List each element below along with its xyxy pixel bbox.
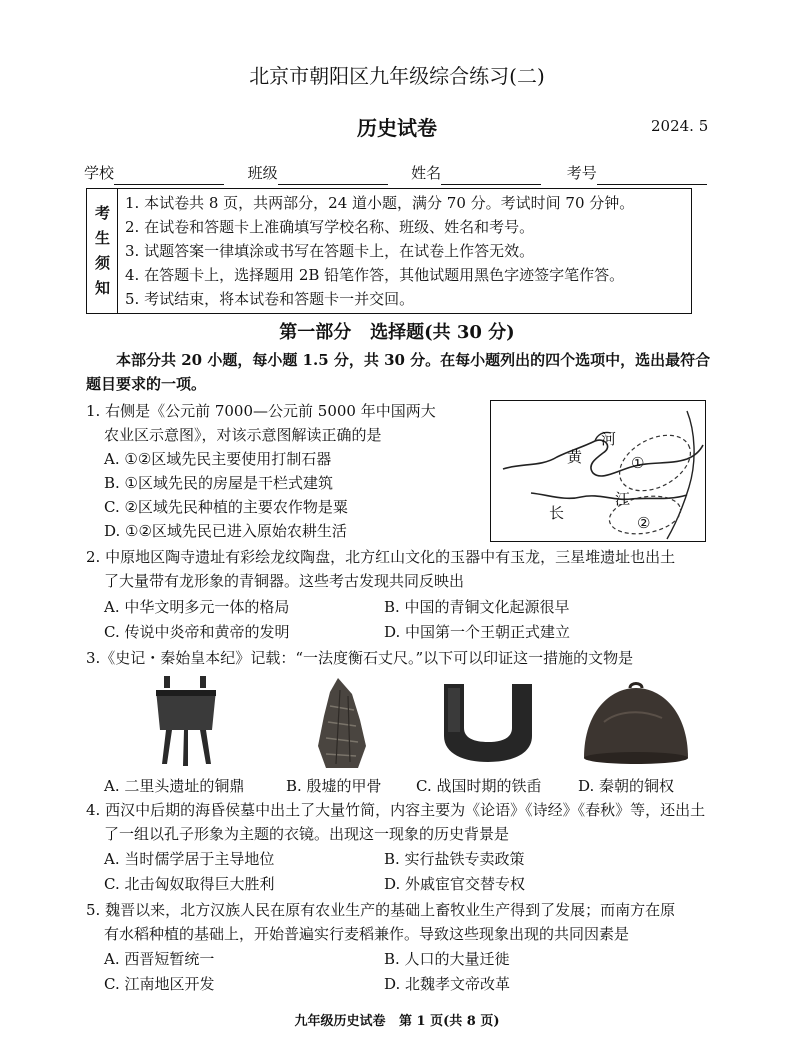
notice-label-char: 须 <box>95 254 111 272</box>
q5-option-a: A. 西晋短暂统一 <box>104 950 215 968</box>
q1-stem: 1. 右侧是《公元前 7000—公元前 5000 年中国两大 <box>86 402 436 420</box>
page-footer: 九年级历史试卷 第 1 页(共 8 页) <box>294 1014 500 1029</box>
iron-spade-image <box>440 682 536 764</box>
subject-title: 历史试卷 <box>357 116 437 140</box>
notice-label-char: 知 <box>95 279 111 297</box>
q1-option-b: B. ①区域先民的房屋是干栏式建筑 <box>104 474 334 492</box>
exam-no-label: 考号 <box>566 164 597 182</box>
q4-option-d: D. 外戚宦官交替专权 <box>384 875 526 893</box>
q5-option-b: B. 人口的大量迁徙 <box>384 950 510 968</box>
q4-option-a: A. 当时儒学居于主导地位 <box>104 850 275 868</box>
class-label: 班级 <box>247 164 278 182</box>
exam-no-field[interactable] <box>597 166 707 185</box>
q4-stem: 4. 西汉中后期的海昏侯墓中出土了大量竹简，内容主要为《论语》《诗经》《春秋》等，还出土 <box>86 801 706 819</box>
map-region-2: ② <box>637 514 651 532</box>
class-field[interactable] <box>278 166 388 185</box>
notice-item: 4. 在答题卡上，选择题用 2B 铅笔作答，其他试题用黑色字迹签字笔作答。 <box>125 266 625 284</box>
notice-item: 1. 本试卷共 8 页，共两部分，24 道小题，满分 70 分。考试时间 70 分钟。 <box>125 194 635 212</box>
school-label: 学校 <box>84 164 115 182</box>
notice-item: 5. 考试结束，将本试卷和答题卡一并交回。 <box>125 290 415 308</box>
notice-label-column <box>87 189 118 313</box>
bronze-weight-image <box>580 682 692 766</box>
q3-option-b: B. 殷墟的甲骨 <box>286 777 382 795</box>
q5-option-d: D. 北魏孝文帝改革 <box>384 975 511 993</box>
q5-stem: 5. 魏晋以来，北方汉族人民在原有农业生产的基础上畜牧业生产得到了发展；而南方在原 <box>86 901 676 919</box>
part1-intro: 本部分共 20 小题，每小题 1.5 分，共 30 分。在每小题列出的四个选项中，选出最符合 <box>116 351 711 369</box>
map-label-chang: 长 <box>549 504 565 522</box>
q5-option-c: C. 江南地区开发 <box>104 975 215 993</box>
map-label-jiang: 江 <box>615 490 631 508</box>
notice-item: 2. 在试卷和答题卡上准确填写学校名称、班级、姓名和考号。 <box>125 218 535 236</box>
name-label: 姓名 <box>411 164 442 182</box>
q4-option-c: C. 北击匈奴取得巨大胜利 <box>104 875 275 893</box>
q3-option-a: A. 二里头遗址的铜鼎 <box>104 777 245 795</box>
name-field[interactable] <box>441 166 541 185</box>
part1-heading: 第一部分 选择题(共 30 分) <box>279 322 515 343</box>
notice-label-char: 考 <box>95 204 111 222</box>
map-label-he: 河 <box>601 430 617 448</box>
q4-option-b: B. 实行盐铁专卖政策 <box>384 850 525 868</box>
map-drawing <box>491 401 705 541</box>
q2-option-b: B. 中国的青铜文化起源很早 <box>384 598 570 616</box>
q1-option-d: D. ①②区域先民已进入原始农耕生活 <box>104 522 347 540</box>
bronze-ding-image <box>150 672 222 768</box>
map-region-1: ① <box>631 454 645 472</box>
q3-option-d: D. 秦朝的铜权 <box>578 777 675 795</box>
q2-option-c: C. 传说中炎帝和黄帝的发明 <box>104 623 290 641</box>
q1-option-c: C. ②区域先民种植的主要农作物是粟 <box>104 498 348 516</box>
notice-item: 3. 试题答案一律填涂或书写在答题卡上，在试卷上作答无效。 <box>125 242 535 260</box>
exam-date: 2024. 5 <box>651 117 709 135</box>
q1-option-a: A. ①②区域先民主要使用打制石器 <box>104 450 332 468</box>
page-title: 北京市朝阳区九年级综合练习(二) <box>249 64 545 88</box>
q5-stem: 有水稻种植的基础上，开始普遍实行麦稻兼作。导致这些现象出现的共同因素是 <box>104 925 630 943</box>
agriculture-map <box>490 400 706 542</box>
school-field[interactable] <box>114 166 224 185</box>
notice-label-char: 生 <box>95 229 111 247</box>
q2-option-d: D. 中国第一个王朝正式建立 <box>384 623 571 641</box>
q2-stem: 了大量带有龙形象的青铜器。这些考古发现共同反映出 <box>104 572 465 590</box>
q2-option-a: A. 中华文明多元一体的格局 <box>104 598 290 616</box>
oracle-bone-image <box>312 676 372 772</box>
q1-stem: 农业区示意图》，对该示意图解读正确的是 <box>104 426 382 444</box>
q3-stem: 3.《史记・秦始皇本纪》记载：“一法度衡石丈尺。”以下可以印证这一措施的文物是 <box>86 649 634 667</box>
q4-stem: 了一组以孔子形象为主题的衣镜。出现这一现象的历史背景是 <box>104 825 510 843</box>
q3-option-c: C. 战国时期的铁臿 <box>416 777 542 795</box>
part1-intro: 题目要求的一项。 <box>86 375 207 393</box>
map-label-huang: 黄 <box>567 448 583 466</box>
q2-stem: 2. 中原地区陶寺遗址有彩绘龙纹陶盘，北方红山文化的玉器中有玉龙，三星堆遗址也出土 <box>86 548 676 566</box>
info-line <box>84 161 707 185</box>
notice-box <box>86 188 692 314</box>
